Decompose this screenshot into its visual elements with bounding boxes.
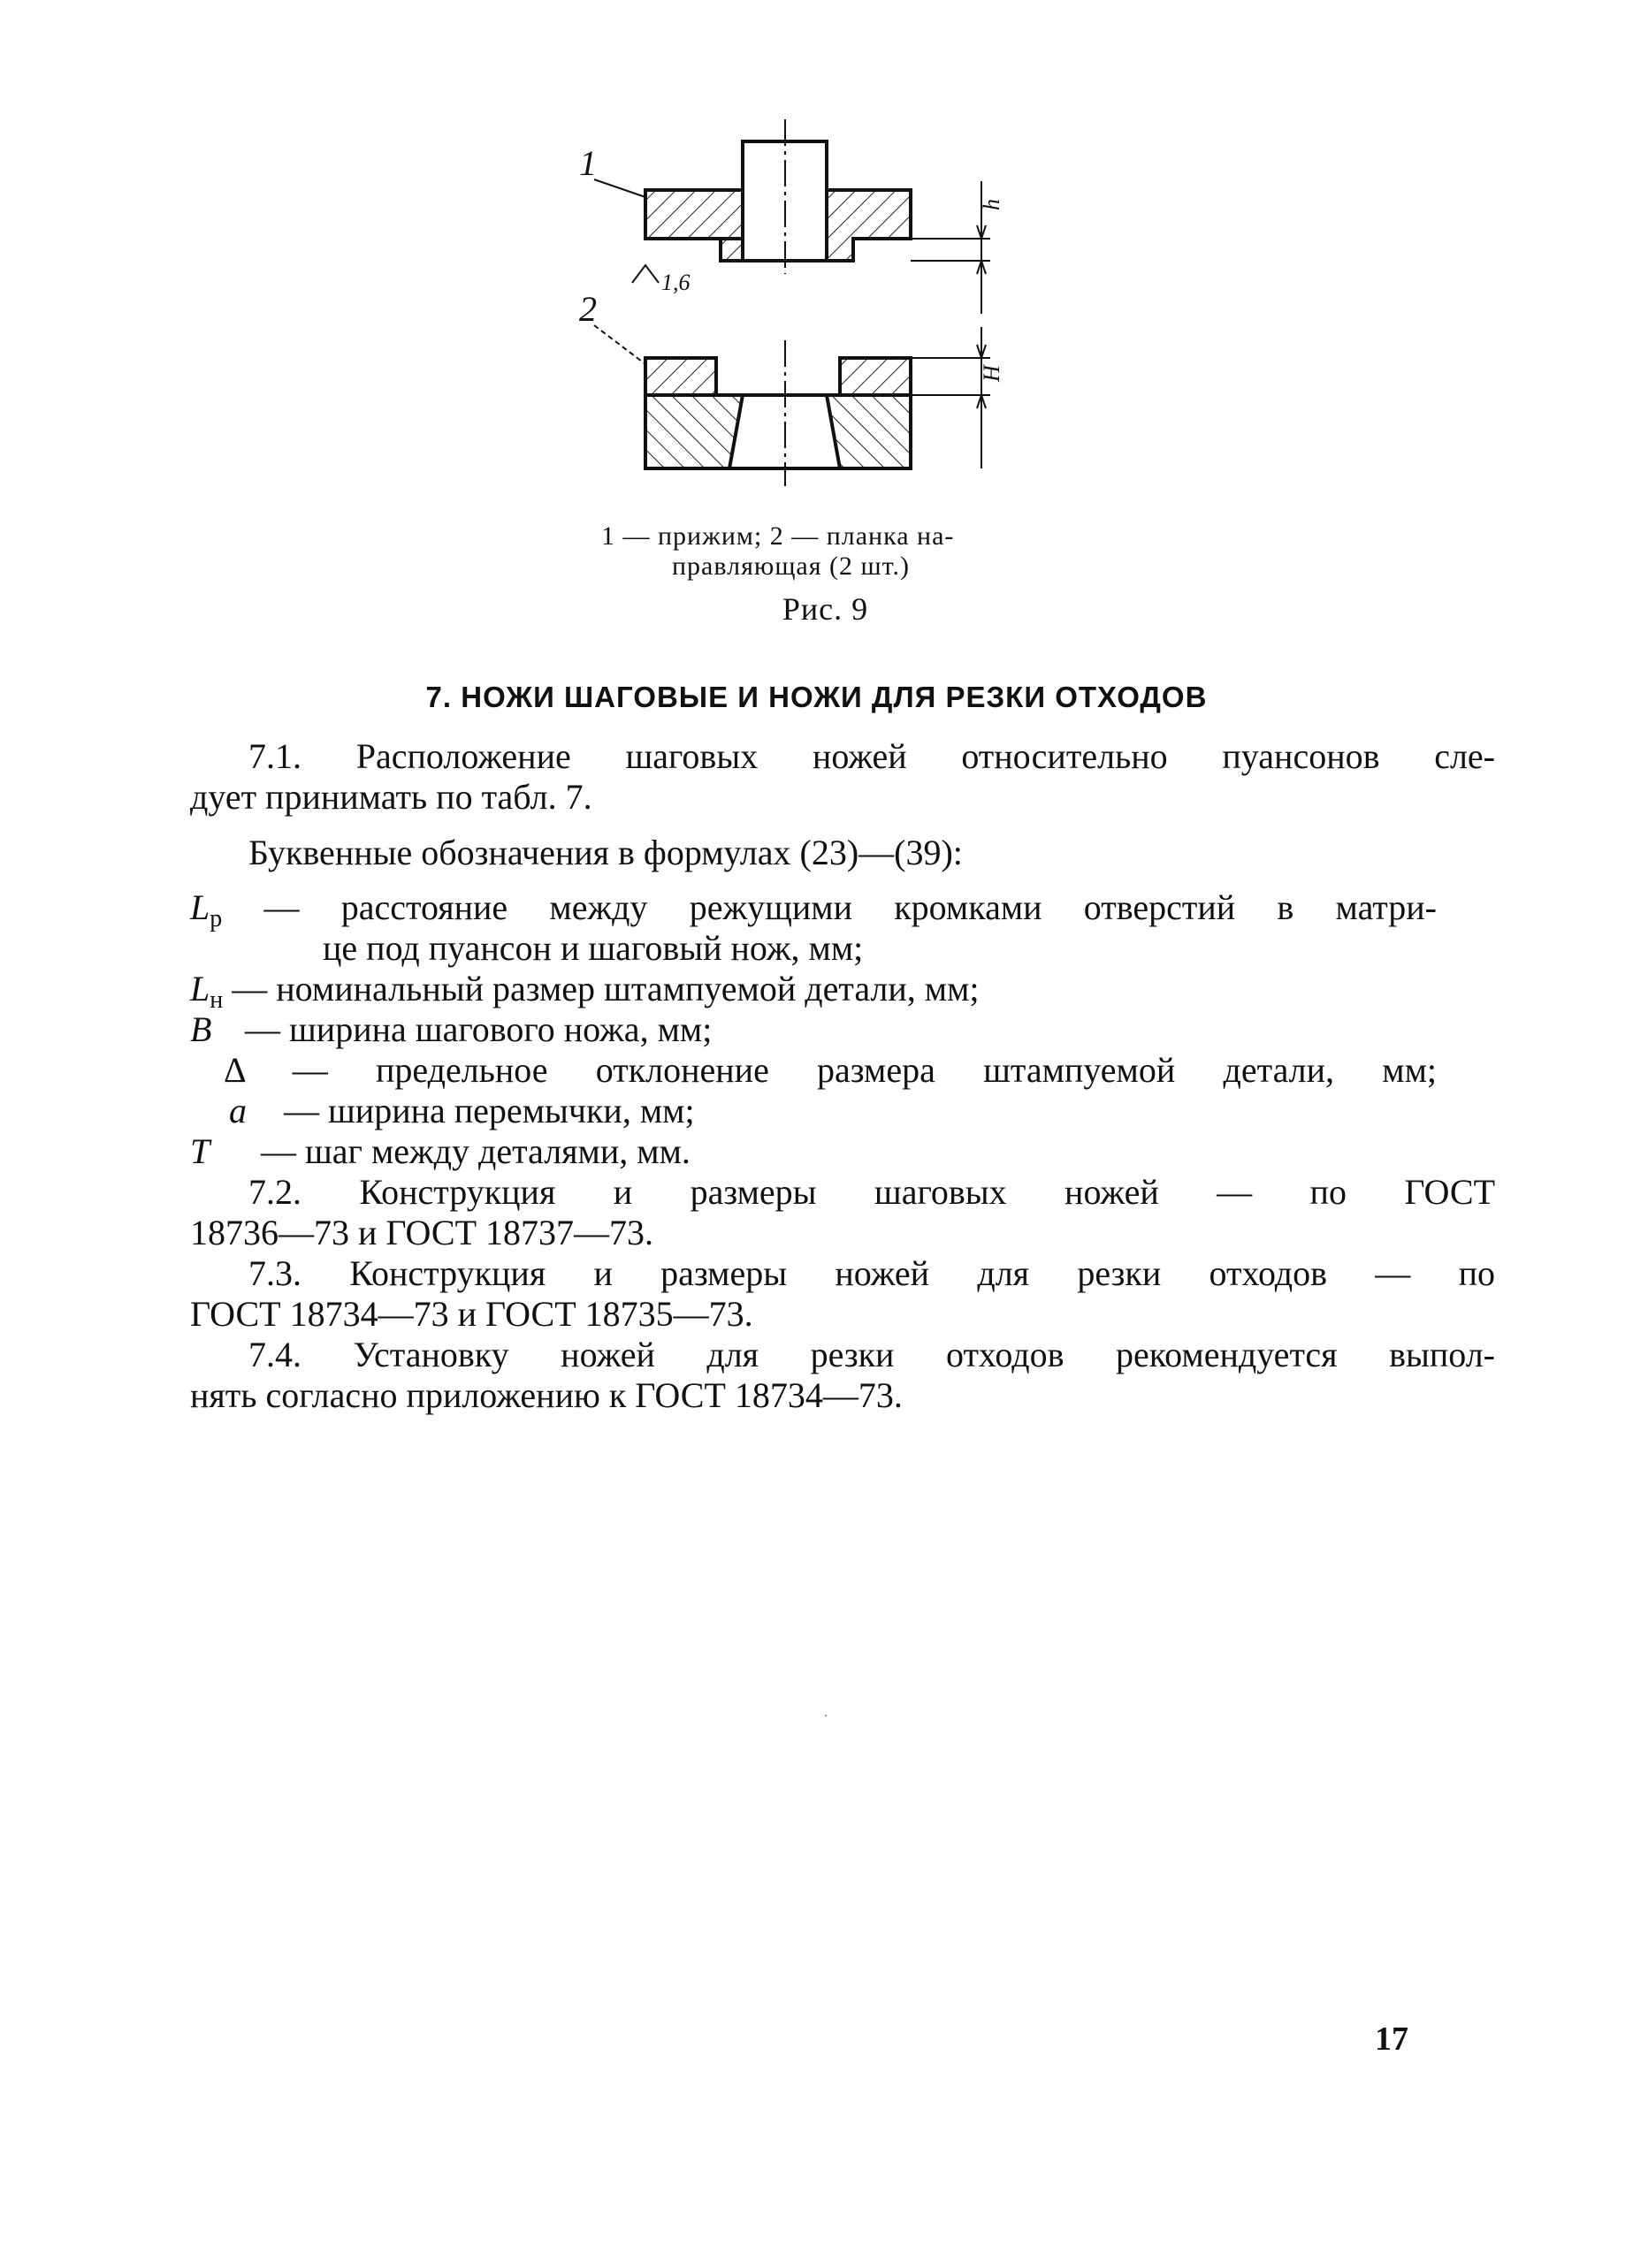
figure-caption <box>601 521 1061 582</box>
t-text: — шаг между деталями, мм. <box>261 1131 691 1171</box>
a-symbol: a <box>229 1091 247 1130</box>
figure-label <box>0 590 1633 628</box>
paragraph-7-2-line-1: 7.2. Конструкция и размеры шаговых ножей — по ГОСТ <box>248 1172 1495 1212</box>
legend-item-b <box>190 1009 1437 1050</box>
section-heading: 7. НОЖИ ШАГОВЫЕ И НОЖИ ДЛЯ РЕЗКИ ОТХОДОВ <box>425 681 1208 713</box>
caption-line-2: правляющая (2 шт.) <box>672 552 910 581</box>
b-text: — ширина шагового ножа, мм; <box>245 1009 713 1049</box>
ln-subscript: н <box>210 986 224 1014</box>
ln-text: — номинальный размер штампуемой детали, мм; <box>232 969 980 1008</box>
roughness-label: 1,6 <box>661 270 691 295</box>
guide-strip-part <box>645 358 911 468</box>
legend-item-t <box>190 1131 1437 1172</box>
paragraph-7-1-line-2: дует принимать по табл. 7. <box>190 777 592 817</box>
scan-speck <box>825 1715 827 1716</box>
callout-2-label: 2 <box>579 289 597 329</box>
dim-H-label: H <box>979 365 1004 382</box>
delta-text: — предельное отклонение размера штампуемой детали, мм; <box>292 1050 1437 1090</box>
figure-9-drawing <box>530 115 1061 513</box>
clamp-part <box>645 141 911 261</box>
delta-symbol: Δ <box>224 1050 245 1090</box>
paragraph-7-2-line-2: 18736—73 и ГОСТ 18737—73. <box>190 1213 654 1252</box>
paragraph-7-1-line-1: 7.1. Расположение шаговых ножей относительно пуансонов сле- <box>248 736 1495 776</box>
a-text: — ширина перемычки, мм; <box>284 1091 695 1130</box>
paragraph-7-3-line-1: 7.3. Конструкция и размеры ножей для резки отходов — по <box>248 1253 1495 1293</box>
paragraph-7-4-line-1: 7.4. Установку ножей для резки отходов рекомендуется выпол- <box>248 1335 1495 1374</box>
t-symbol: T <box>190 1131 210 1171</box>
dimension-lines <box>911 181 990 468</box>
legend-intro: Буквенные обозначения в формулах (23)—(39): <box>248 833 963 872</box>
caption-line-1: 1 — прижим; 2 — планка на- <box>601 521 955 551</box>
paragraph-7-4-line-2: нять согласно приложению к ГОСТ 18734—73. <box>190 1375 903 1415</box>
legend-item-lp-line-2: це под пуансон и шаговый нож, мм; <box>323 928 864 968</box>
lp-text-line-1: — расстояние между режущими кромками отверстий в матри- <box>263 887 1438 927</box>
lp-subscript: р <box>210 905 223 932</box>
legend-item-a <box>190 1091 1476 1131</box>
lp-symbol: L <box>190 887 210 927</box>
ln-symbol: L <box>190 969 210 1008</box>
callout-1-label: 1 <box>579 143 597 183</box>
figure-label-text: Рис. 9 <box>782 591 869 627</box>
paragraph-7-3-line-2: ГОСТ 18734—73 и ГОСТ 18735—73. <box>190 1294 753 1334</box>
dim-h-label: h <box>979 199 1004 210</box>
b-symbol: B <box>190 1009 212 1049</box>
page-number: 17 <box>1375 2021 1408 2058</box>
legend-item-delta <box>190 1050 1437 1091</box>
